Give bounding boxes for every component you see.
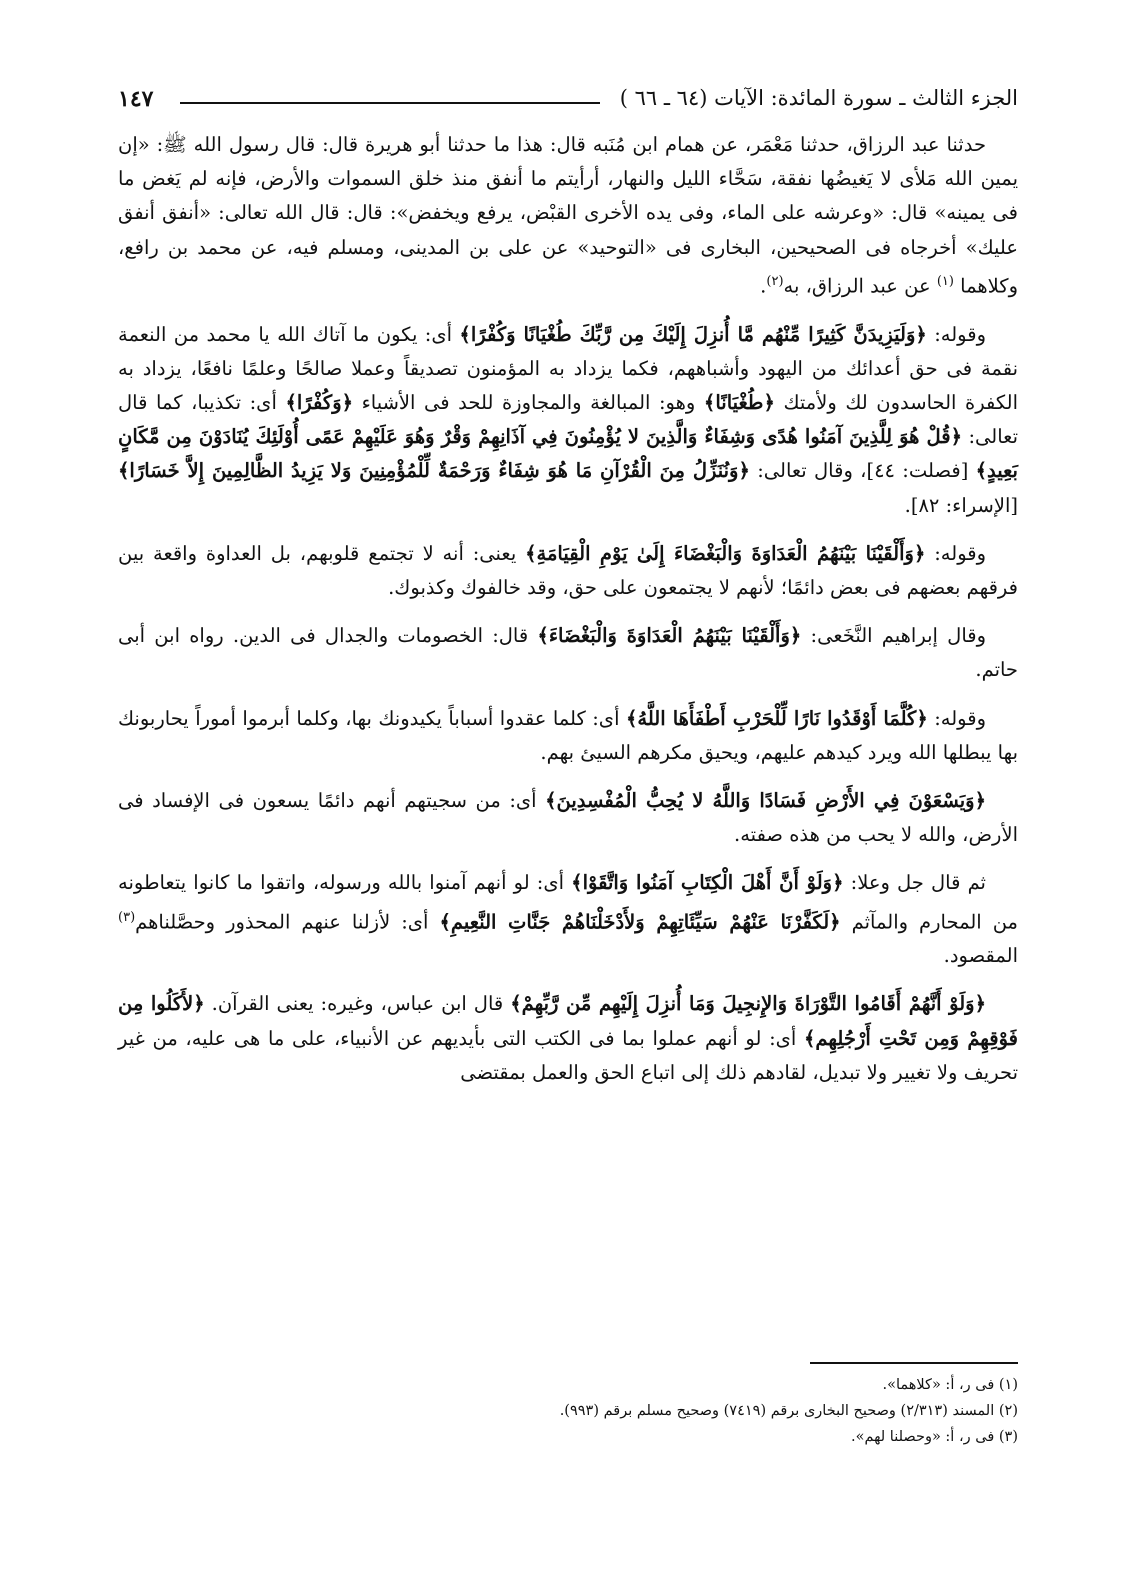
quran-verse: ﴿لَكَفَّرْنَا عَنْهُمْ سَيِّئَاتِهِمْ وَلأَدْخَلْنَاهُمْ جَنَّاتِ النَّعِيمِ﴾ — [439, 910, 841, 934]
footnotes — [318, 1372, 1018, 1450]
quran-verse: ﴿وَلَوْ أَنَّهُمْ أَقَامُوا التَّوْرَاةَ وَالإِنجِيلَ وَمَا أُنزِلَ إِلَيْهِم مِّن رَّبِّهِمْ﴾ — [510, 992, 987, 1016]
text-run: ثم قال جل وعلا: — [843, 871, 986, 895]
text-run: أى: من سجيتهم أنهم دائمًا يسعون فى الإفساد فى الأرض، والله لا يحب من هذه صفته. — [118, 788, 1018, 847]
text-run: . — [760, 274, 767, 298]
paragraph — [118, 619, 1018, 687]
text-run: المقصود. — [943, 944, 1018, 968]
text-run: وقوله: — [926, 322, 986, 346]
quran-verse: ﴿وَأَلْقَيْنَا بَيْنَهُمُ الْعَدَاوَةَ وَالْبَغْضَاءَ﴾ — [537, 624, 802, 648]
quran-verse: ﴿وَلَيَزِيدَنَّ كَثِيرًا مِّنْهُم مَّا أُنزِلَ إِلَيْكَ مِن رَّبِّكَ طُغْيَانًا وَكُفْرًا﴾ — [459, 322, 927, 346]
quran-verse: ﴿طُغْيَانًا﴾ — [703, 390, 775, 414]
footnote: (١) فى ر، أ: «كلاهما». — [882, 1377, 1018, 1393]
text-run: أى: لو أنهم عملوا بما فى الكتب التى بأيديهم عن الأنبياء، على ما هى عليه، من غير تحريف ولا تغيير ولا تبديل، لقادهم ذلك إلى اتباع الحق والعمل بمقتضى — [118, 1026, 1018, 1084]
text-run: وقوله: — [927, 706, 986, 730]
footnote-marker: (٣) — [118, 909, 136, 925]
text-run: أى: لو أنهم آمنوا بالله ورسوله، واتقوا ما كانوا يتعاطونه من المحارم والمآثم — [118, 871, 1019, 934]
text-run: وهو: المبالغة والمجاوزة للحد فى الأشياء — [353, 390, 704, 414]
text-run: أى: لأزلنا عنهم المحذور وحصَّلناهم — [135, 910, 440, 934]
text-run: حدثنا عبد الرزاق، حدثنا مَعْمَر، عن همام ابن مُنَبه قال: هذا ما حدثنا أبو هريرة قال: قال رسول الله ﷺ: «إن يمين الله مَلأى لا يَغيضُها نفقة، سَحَّاء الليل والنهار، أرأيتم ما أنفق منذ خلق السموات والأرض، فإنه لم يَغض ما فى يمينه» قال: «وعرشه على الماء، وفى يده الأخرى القبْض، يرفع ويخفض»: قال: قال الله تعالى: «أنفق أنفق عليك» أخرجاه فى الصحيحين، البخارى فى «التوحيد» عن على بن المدينى، ومسلم فيه، عن محمد بن رافع، وكلاهما — [118, 133, 1018, 298]
paragraph — [118, 987, 1018, 1090]
header-rule — [180, 102, 600, 104]
page-number: ١٤٧ — [118, 86, 154, 112]
paragraph — [118, 784, 1018, 852]
quran-verse: ﴿وَكُفْرًا﴾ — [285, 390, 354, 414]
quran-verse: ﴿كُلَّمَا أَوْقَدُوا نَارًا لِّلْحَرْبِ أَطْفَأَهَا اللَّهُ﴾ — [625, 706, 928, 730]
quran-verse: ﴿لأَكَلُوا مِن فَوْقِهِمْ وَمِن تَحْتِ أَرْجُلِهِم﴾ — [118, 992, 1019, 1050]
paragraph — [118, 318, 1018, 523]
text-run: وقال إبراهيم النَّخَعى: — [801, 624, 987, 648]
body-text — [118, 128, 1018, 1090]
quran-verse: ﴿وَأَلْقَيْنَا بَيْنَهُمُ الْعَدَاوَةَ وَالْبَغْضَاءَ إِلَىٰ يَوْمِ الْقِيَامَةِ﴾ — [525, 541, 926, 565]
quran-verse: ﴿وَيَسْعَوْنَ فِي الأَرْضِ فَسَادًا وَاللَّهُ لا يُحِبُّ الْمُفْسِدِينَ﴾ — [545, 788, 986, 812]
paragraph — [118, 537, 1018, 605]
quran-verse: ﴿وَلَوْ أَنَّ أَهْلَ الْكِتَابِ آمَنُوا وَاتَّقَوْا﴾ — [571, 871, 844, 895]
footnote-marker: (٢) — [766, 273, 784, 289]
text-run: قال ابن عباس، وغيره: يعنى القرآن. — [204, 992, 511, 1016]
text-run: عن عبد الرزاق، به — [783, 274, 937, 298]
paragraph — [118, 702, 1018, 770]
text-run: قال: الخصومات والجدال فى الدين. رواه ابن أبى حاتم. — [118, 624, 1018, 682]
footnote: (٢) المسند (٢/٣١٣) وصحيح البخارى برقم (٧٤١٩) وصحيح مسلم برقم (٩٩٣). — [559, 1403, 1018, 1419]
footnote-marker: (١) — [936, 273, 954, 289]
running-head-title: الجزء الثالث ـ سورة المائدة: الآيات (٦٤ ـ ٦٦ ) — [619, 86, 1018, 110]
quran-verse: ﴿قُلْ هُوَ لِلَّذِينَ آمَنُوا هُدًى وَشِفَاءٌ وَالَّذِينَ لا يُؤْمِنُونَ فِي آذَانِهِمْ وَقْرٌ وَهُوَ عَلَيْهِمْ عَمًى أُوْلَئِكَ يُنَادَوْنَ مِن مَّكَانٍ بَعِيدٍ﴾ — [118, 425, 1018, 483]
text-run: أى: يكون ما آتاك الله يا محمد من النعمة نقمة فى حق أعدائك من اليهود وأشباههم، فكما يزداد به المؤمنون تصديقاً وعملا صالحًا وعلمًا نافعًا، يزداد به الكفرة الحاسدون لك ولأمتك — [118, 322, 1019, 414]
text-run: أى: كلما عقدوا أسباباً يكيدونك بها، وكلما أبرموا أموراً يحاربونك بها يبطلها الله ويرد كيدهم عليهم، ويحيق مكرهم السيئ بهم. — [118, 706, 1018, 764]
paragraph — [118, 128, 1018, 304]
footnote-separator — [810, 1362, 1018, 1364]
quran-verse: ﴿وَنُنَزِّلُ مِنَ الْقُرْآنِ مَا هُوَ شِفَاءٌ وَرَحْمَةٌ لِّلْمُؤْمِنِينَ وَلا يَزِيدُ الظَّالِمِينَ إِلاَّ خَسَارًا﴾ — [118, 459, 750, 483]
running-head — [118, 86, 1018, 120]
text-run: أى: تكذيبا، كما قال تعالى: — [118, 390, 1018, 449]
paragraph — [118, 866, 1018, 973]
text-run: يعنى: أنه لا تجتمع قلوبهم، بل العداوة واقعة بين فرقهم بعضهم فى بعض دائمًا؛ لأنهم لا يجتمعون على حق، وقد خالفوك وكذبوك. — [118, 541, 1018, 599]
footnote: (٣) فى ر، أ: «وحصلنا لهم». — [850, 1429, 1018, 1445]
text-run: وقوله: — [925, 541, 986, 565]
text-run: [الإسراء: ٨٢]. — [904, 493, 1018, 517]
text-run: [فصلت: ٤٤]، وقال تعالى: — [749, 459, 976, 483]
